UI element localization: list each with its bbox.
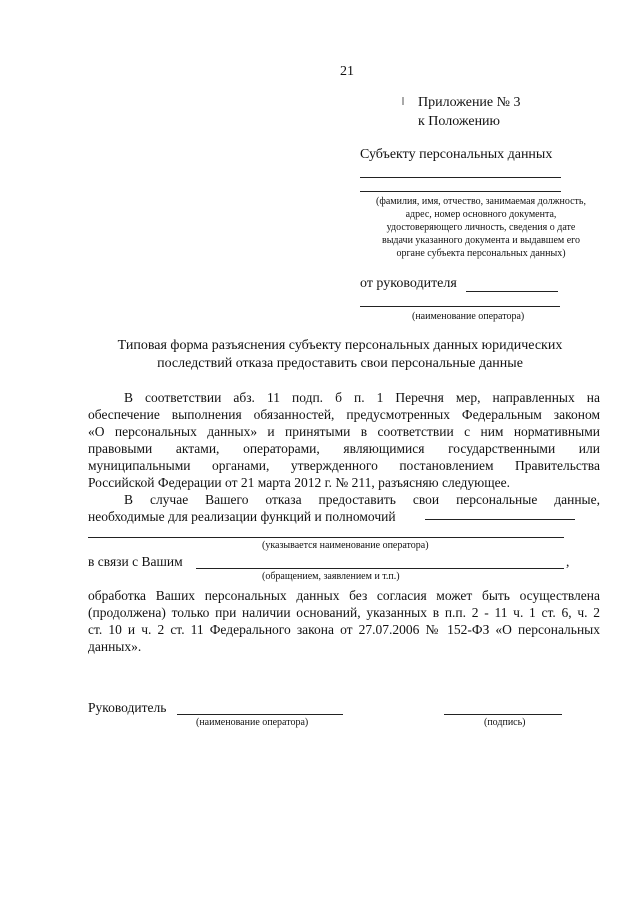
appeal-hint: (обращением, заявлением и т.п.) [262,571,400,582]
scan-mark [402,97,404,105]
title-line: последствий отказа предоставить свои персональные данные [157,356,523,371]
functions-blank-line [425,519,575,520]
operator-name-hint: (указывается наименование оператора) [262,540,429,551]
paragraph-1 [88,389,600,491]
signature-hint: (подпись) [484,717,526,728]
paragraph-line: обработка Ваших персональных данных без согласия может быть осуществлена [88,588,600,603]
paragraph-line: «О персональных данных» и принятыми в соответствии с ним нормативными [88,424,600,439]
operator-name-blank-line [88,537,564,538]
paragraph-3 [88,587,600,655]
subject-hint [358,195,604,260]
comma: , [566,554,570,569]
paragraph-line: Российской Федерации от 21 марта 2012 г. № 211, разъясняю следующее. [88,475,511,490]
appendix-subtitle: к Положению [418,114,501,129]
signature-operator-line [177,714,343,715]
signature-line [444,714,562,715]
subject-hint-line: адрес, номер основного документа, [405,209,557,220]
page-number: 21 [340,64,354,79]
head-label: Руководитель [88,700,167,715]
paragraph-line: (продолжена) только при наличии оснований, указанных в п.п. 2 - 11 ч. 1 ст. 6, ч. 2 [88,605,600,620]
from-head-blank-line [466,291,558,292]
subject-hint-line: органе субъекта персональных данных) [396,248,566,259]
from-head-label: от руководителя [360,276,457,291]
addressee-label: Субъекту персональных данных [360,147,553,162]
paragraph-line: ст. 10 и ч. 2 ст. 11 Федерального закона от 27.07.2006 № 152-ФЗ «О персональных [88,622,600,637]
operator-blank-line [360,306,560,307]
in-connection-label: в связи с Вашим [88,554,183,569]
addressee-blank-line-2 [360,191,561,192]
paragraph-line: В соответствии абз. 11 подп. б п. 1 Перечня мер, направленных на [124,390,600,405]
addressee-blank-line-1 [360,177,561,178]
appendix-title: Приложение № 3 [418,95,521,110]
signature-operator-hint: (наименование оператора) [196,717,309,728]
paragraph-line: необходимые для реализации функций и полномочий [88,509,396,524]
appeal-blank-line [196,568,564,569]
title-line: Типовая форма разъяснения субъекту персональных данных юридических [117,338,563,353]
paragraph-line: обеспечение выполнения обязанностей, предусмотренных Федеральным законом [88,407,600,422]
paragraph-line: правовыми актами, операторами, являющимися государственными или [88,441,600,456]
paragraph-line: В случае Вашего отказа предоставить свои персональные данные, [124,492,600,507]
paragraph-line: данных». [88,639,142,654]
subject-hint-line: (фамилия, имя, отчество, занимаемая должность, [376,196,586,207]
subject-hint-line: удостоверяющего личность, сведения о дате [386,222,576,233]
paragraph-line: муниципальными органами, утвержденного постановлением Правительства [88,458,600,473]
subject-hint-line: выдачи указанного документа и выдавшем его [381,235,581,246]
operator-hint: (наименование оператора) [412,311,525,322]
document-title [80,337,600,373]
